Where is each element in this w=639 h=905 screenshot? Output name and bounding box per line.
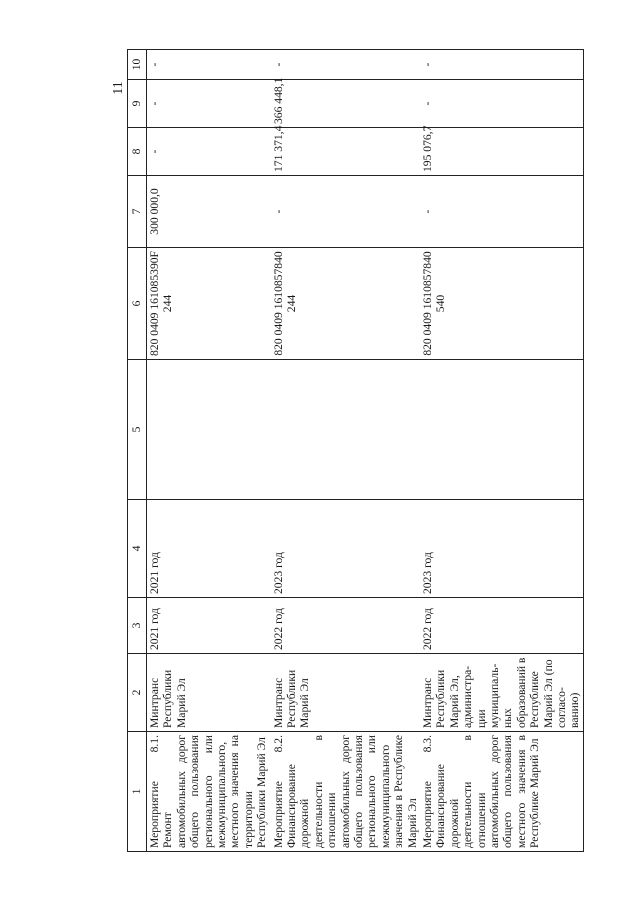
start-year-cell: 2022 год xyxy=(420,598,583,654)
value-col7-cell: 300 000,0 xyxy=(147,176,271,248)
budget-code-cell: 820 0409 1610857840 540 xyxy=(420,248,583,360)
column-5-cell xyxy=(147,360,271,500)
start-year-cell: 2021 год xyxy=(147,598,271,654)
table-row-measure-8-2 xyxy=(271,50,420,852)
value-col7-cell: - xyxy=(271,176,420,248)
value-col10-cell: - xyxy=(147,50,271,80)
measure-cell: Мероприятие 8.1. Ремонт автомобильных дорог общего пользования регионального или межмуниципального, местного значения на территории Республики Марий Эл xyxy=(147,732,271,852)
measures-table xyxy=(127,49,584,852)
executor-cell: Минтранс Республики Марий Эл, администра-ции муниципаль-ных образований в Республике Марий Эл (по согласо-ванию) xyxy=(420,654,583,732)
value-col9-cell: 366 448,1 xyxy=(271,80,420,128)
budget-code-cell: 820 0409 161085390F 244 xyxy=(147,248,271,360)
executor-cell: Минтранс Республики Марий Эл xyxy=(271,654,420,732)
column-header-2: 2 xyxy=(128,654,147,732)
value-col10-cell: - xyxy=(271,50,420,80)
table-row-measure-8-3 xyxy=(420,50,583,852)
start-year-cell: 2022 год xyxy=(271,598,420,654)
executor-cell: Минтранс Республики Марий Эл xyxy=(147,654,271,732)
end-year-cell: 2021 год xyxy=(147,500,271,598)
value-col9-cell: - xyxy=(147,80,271,128)
column-header-1: 1 xyxy=(128,732,147,852)
budget-code-cell: 820 0409 1610857840 244 xyxy=(271,248,420,360)
rotated-table-container xyxy=(127,50,582,852)
measure-cell: Мероприятие 8.3. Финансирование дорожной деятельности в отношении автомобильных дорог общего пользования местного значения в Республике Марий Эл xyxy=(420,732,583,852)
column-header-7: 7 xyxy=(128,176,147,248)
end-year-cell: 2023 год xyxy=(420,500,583,598)
column-header-5: 5 xyxy=(128,360,147,500)
value-col7-cell: - xyxy=(420,176,583,248)
value-col10-cell: - xyxy=(420,50,583,80)
column-5-cell xyxy=(420,360,583,500)
table-row-measure-8-1 xyxy=(147,50,271,852)
column-header-6: 6 xyxy=(128,248,147,360)
column-5-cell xyxy=(271,360,420,500)
column-header-8: 8 xyxy=(128,128,147,176)
value-col9-cell: - xyxy=(420,80,583,128)
column-header-10: 10 xyxy=(128,50,147,80)
header-row xyxy=(128,50,147,852)
column-header-3: 3 xyxy=(128,598,147,654)
column-header-4: 4 xyxy=(128,500,147,598)
page-number: 11 xyxy=(111,81,126,95)
measure-cell: Мероприятие 8.2. Финансирование дорожной деятельности в отношении автомобильных дорог общего пользования регионального или межмуниципального значения в Республике Марий Эл xyxy=(271,732,420,852)
value-col8-cell: 195 076,7 xyxy=(420,128,583,176)
value-col8-cell: 171 371,4 xyxy=(271,128,420,176)
value-col8-cell: - xyxy=(147,128,271,176)
column-header-9: 9 xyxy=(128,80,147,128)
end-year-cell: 2023 год xyxy=(271,500,420,598)
